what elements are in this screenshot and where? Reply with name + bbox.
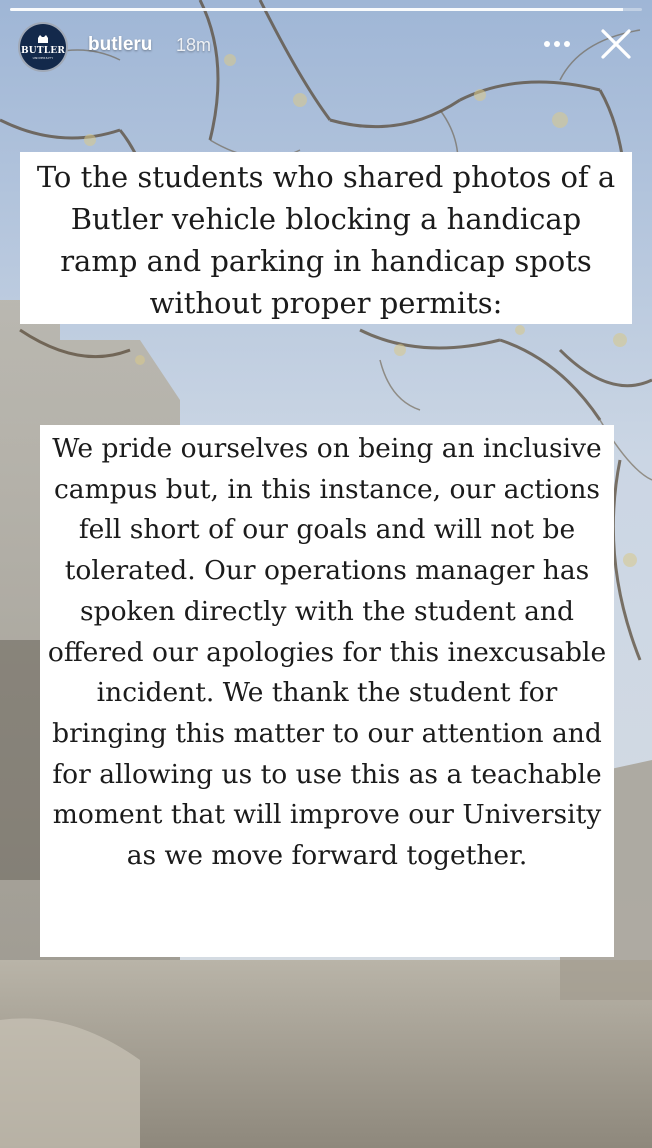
account-username[interactable]: butleru: [88, 34, 153, 55]
avatar-sublabel: UNIVERSITY: [32, 56, 54, 60]
story-heading-text: To the students who shared photos of a Butler vehicle blocking a handicap ramp and parking in handicap spots without proper permits:: [36, 160, 616, 320]
story-heading-box: [20, 152, 632, 324]
story-header: [18, 22, 634, 74]
story-progress-fill: [10, 8, 623, 11]
more-options-icon[interactable]: [540, 32, 574, 56]
avatar[interactable]: [18, 22, 68, 72]
story-message-box: [40, 425, 614, 957]
bulldog-icon: [37, 34, 49, 46]
close-icon[interactable]: [598, 26, 634, 62]
story-progress-bar: [10, 8, 642, 11]
avatar-label: BUTLER: [20, 46, 66, 56]
story-message-text: We pride ourselves on being an inclusive campus but, in this instance, our actions fell short of our goals and will not be tolerated. Our operations manager has spoken directly with the student and offered our apologies for this inexcusable incident. We thank the student for bringing this matter to our attention and for allowing us to use this as a teachable moment that will improve our University as we move forward together.: [47, 433, 607, 872]
post-time: 18m: [176, 35, 212, 55]
